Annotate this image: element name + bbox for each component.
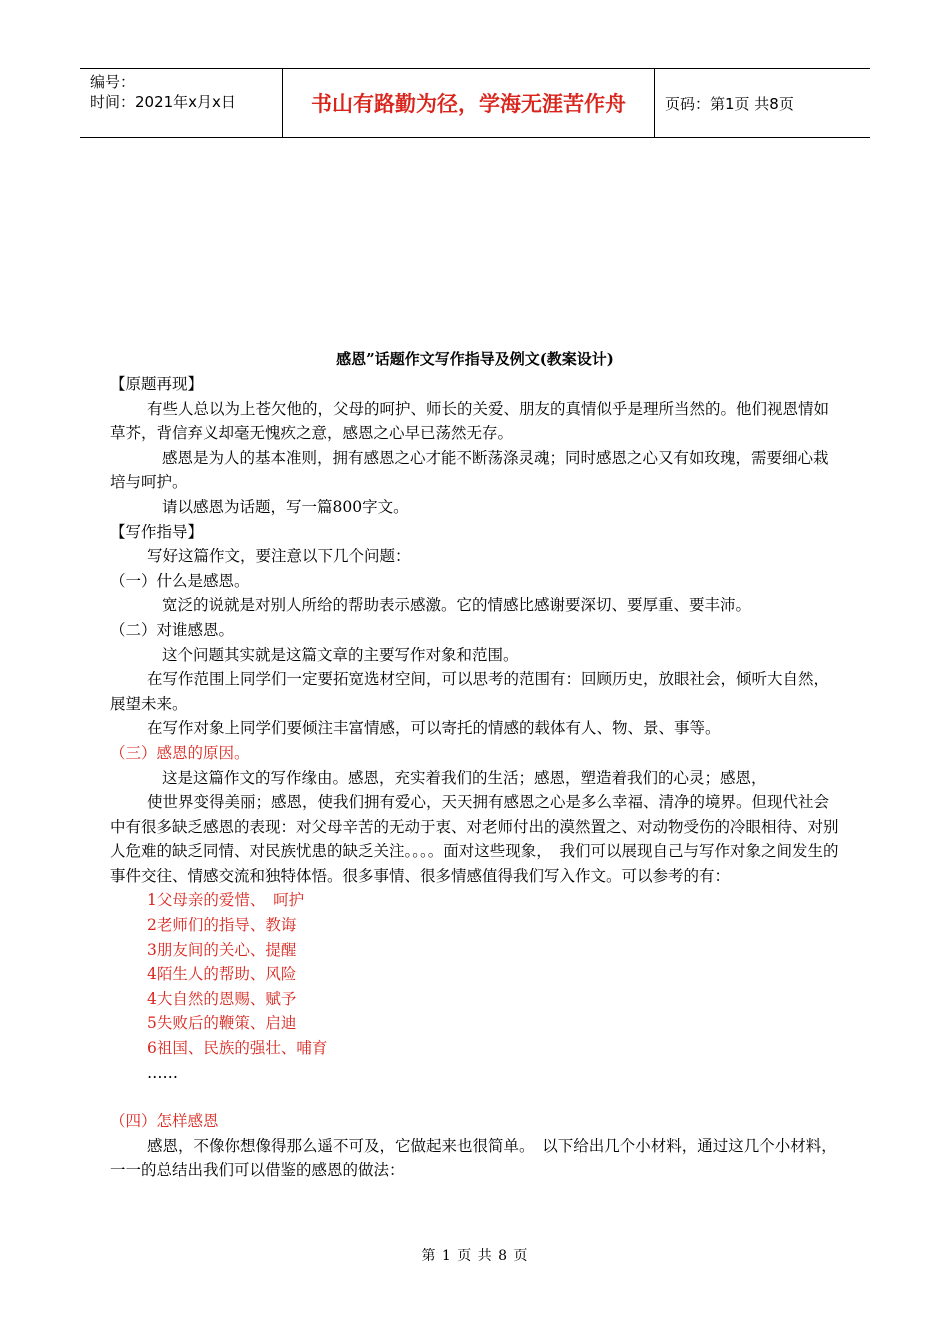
document-body xyxy=(110,372,840,1183)
list-item: 1父母亲的爱惜、 呵护 xyxy=(147,891,305,910)
header-page-code: 页码：第1页 共8页 xyxy=(665,94,794,113)
section-heading-original: 【原题再现】 xyxy=(110,375,204,393)
list-item: 5失败后的鞭策、启迪 xyxy=(147,1014,297,1033)
list-item: 3朋友间的关心、提醒 xyxy=(147,940,297,959)
header-number: 编号： xyxy=(90,73,136,91)
document-title: 感恩”话题作文写作指导及例文(教案设计) xyxy=(336,350,614,368)
question-heading: （三）感恩的原因。 xyxy=(110,743,250,762)
paragraph: 有些人总以为上苍欠他的，父母的呵护、师长的关爱、朋友的真情似乎是理所当然的。他们视恩情如草芥，背信弃义却毫无愧疚之意，感恩之心早已荡然无存。 xyxy=(110,399,830,443)
question-heading: （四）怎样感恩 xyxy=(110,1112,219,1131)
paragraph: 感恩，不像你想像得那么遥不可及，它做起来也很简单。 以下给出几个小材料，通过这几个小材料，一一的总结出我们可以借鉴的感恩的做法： xyxy=(110,1136,837,1180)
header-time: 时间：2021年x月x日 xyxy=(90,93,236,111)
list-ellipsis: …… xyxy=(147,1063,178,1082)
list-item: 2老师们的指导、教诲 xyxy=(147,916,297,935)
paragraph: 在写作对象上同学们要倾注丰富情感，可以寄托的情感的载体有人、物、景、事等。 xyxy=(147,719,721,738)
list-item: 6祖国、民族的强壮、哺育 xyxy=(147,1039,328,1058)
paragraph: 感恩是为人的基本准则，拥有感恩之心才能不断荡涤灵魂；同时感恩之心又有如玫瑰，需要细心栽培与呵护。 xyxy=(110,448,829,492)
question-heading: （二）对谁感恩。 xyxy=(110,620,235,639)
header-slogan: 书山有路勤为径，学海无涯苦作舟 xyxy=(283,69,655,137)
question-heading: （一）什么是感恩。 xyxy=(110,571,250,590)
list-item: 4陌生人的帮助、风险 xyxy=(147,965,297,984)
header-meta xyxy=(80,69,283,137)
list-item: 4大自然的恩赐、赋予 xyxy=(147,989,297,1008)
document-header xyxy=(80,68,870,138)
paragraph: 这是这篇作文的写作缘由。感恩，充实着我们的生活；感恩，塑造着我们的心灵；感恩， xyxy=(162,768,767,787)
paragraph: 写好这篇作文，要注意以下几个问题： xyxy=(147,547,411,566)
paragraph: 在写作范围上同学们一定要拓宽选材空间，可以思考的范围有：回顾历史，放眼社会，倾听大自然，展望未来。 xyxy=(110,670,830,713)
paragraph: 宽泛的说就是对别人所给的帮助表示感激。它的情感比感谢要深切、要厚重、要丰沛。 xyxy=(162,596,752,615)
spacer xyxy=(110,1085,840,1109)
page-footer: 第 1 页 共 8 页 xyxy=(421,1248,529,1264)
paragraph: 这个问题其实就是这篇文章的主要写作对象和范围。 xyxy=(162,645,519,664)
paragraph: 使世界变得美丽；感恩，使我们拥有爱心，天天拥有感恩之心是多么幸福、清净的境界。但现代社会中有很多缺乏感恩的表现：对父母辛苦的无动于衷、对老师付出的漠然置之、对动物受伤的冷眼相待、对别人危难的缺乏同情、对民族忧患的缺乏关注。。。。面对这些现象， 我们可以展现自己与写作对象之间发生的事件交往、情感交流和独特体悟。很多事情、很多情感值得我们写入作文。可以参考的有： xyxy=(110,793,839,885)
section-heading-guide: 【写作指导】 xyxy=(110,522,204,541)
paragraph: 请以感恩为话题，写一篇800字文。 xyxy=(162,497,409,516)
